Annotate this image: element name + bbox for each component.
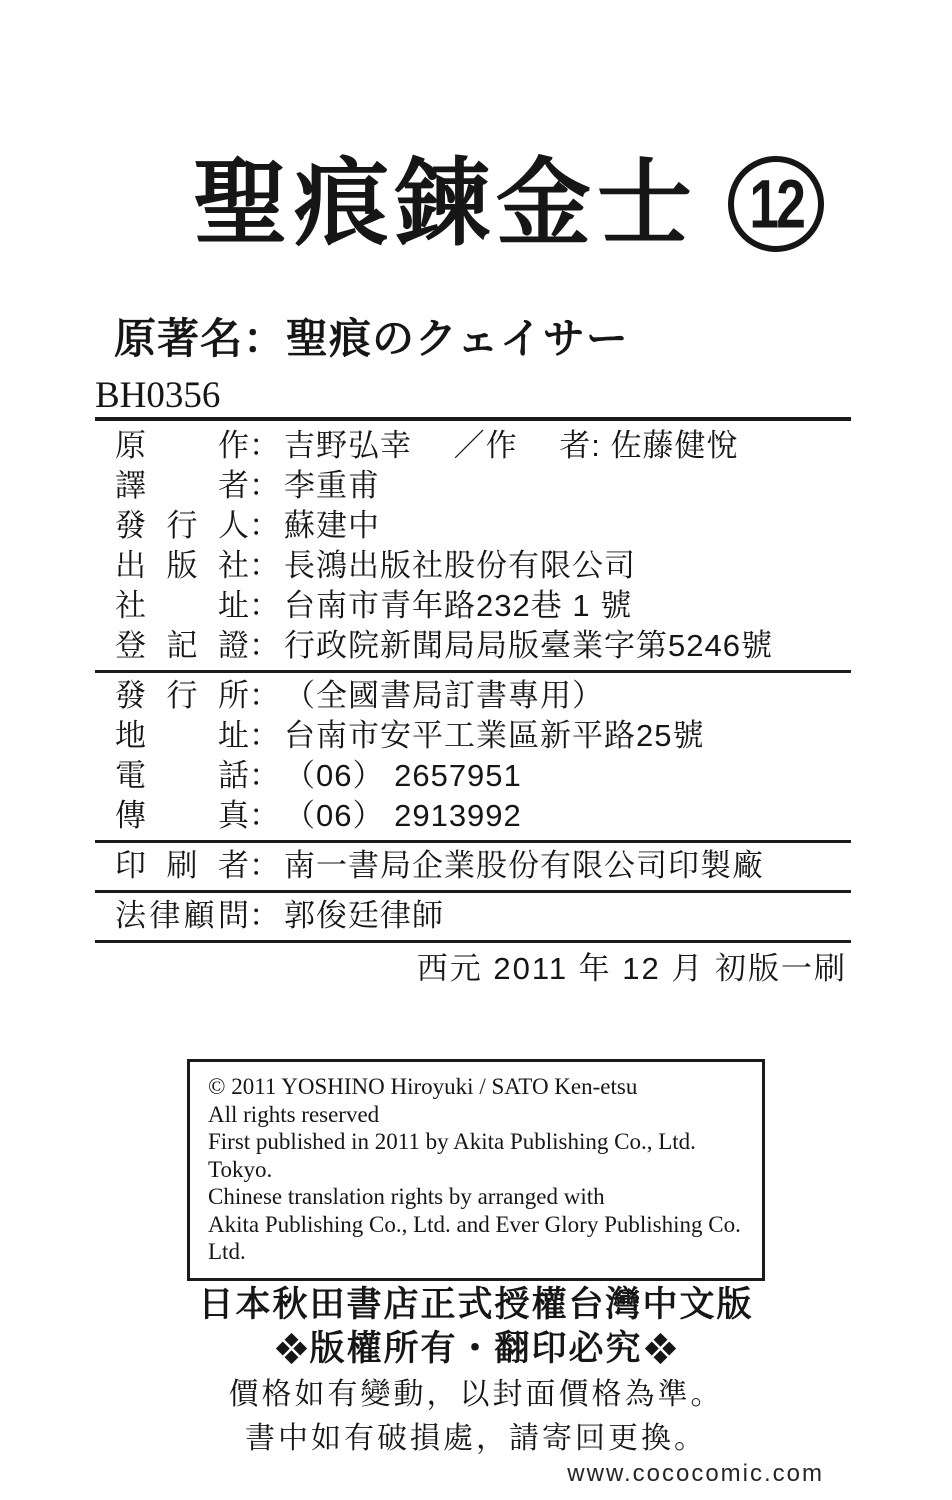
copyright-line: Chinese translation rights by arranged with	[208, 1184, 605, 1209]
row-colon: ：	[249, 588, 280, 623]
row-value: 台南市青年路232巷 1 號	[284, 588, 633, 623]
title-row	[193, 152, 952, 256]
colophon-row	[95, 756, 851, 796]
colophon-row	[95, 426, 851, 466]
row-value: 南一書局企業股份有限公司印製廠	[284, 848, 764, 883]
colophon-section-printer	[95, 843, 851, 893]
row-colon: ：	[249, 468, 280, 503]
row-label: 傳真	[115, 798, 249, 833]
row-value: （全國書局訂書專用）	[284, 678, 604, 713]
row-colon: ：	[249, 758, 280, 793]
colophon-row	[95, 586, 851, 626]
row-value: 郭俊廷律師	[284, 898, 444, 933]
colophon-row	[95, 546, 851, 586]
copyright-box	[187, 1059, 765, 1281]
rights-notice-text: 版權所有・翻印必究	[309, 1328, 643, 1368]
row-colon: ：	[249, 428, 280, 463]
row-label: 原作	[115, 428, 249, 463]
row-colon: ：	[249, 798, 280, 833]
row-label: 譯者	[115, 468, 249, 503]
row-label: 電話	[115, 758, 249, 793]
volume-badge	[728, 156, 824, 252]
row-colon: ：	[249, 848, 280, 883]
original-title: 原著名：聖痕のクェイサー	[114, 315, 629, 362]
copyright-line: © 2011 YOSHINO Hiroyuki / SATO Ken-etsu	[208, 1074, 638, 1099]
colophon-table	[95, 423, 851, 943]
colophon-section-a	[95, 423, 851, 673]
row-label: 法律顧問	[115, 898, 249, 933]
row-colon: ：	[249, 718, 280, 753]
row-colon: ：	[249, 548, 280, 583]
row-colon: ：	[249, 678, 280, 713]
row-value: 蘇建中	[284, 508, 380, 543]
row-label: 發行人	[115, 508, 249, 543]
row-colon: ：	[249, 508, 280, 543]
row-label: 地址	[115, 718, 249, 753]
book-code: BH0356	[95, 378, 851, 421]
colophon-row	[95, 676, 851, 716]
colophon-row	[95, 896, 851, 936]
colophon-row	[95, 716, 851, 756]
volume-number: 12	[749, 165, 803, 243]
row-colon: ：	[249, 628, 280, 663]
copyright-line: Akita Publishing Co., Ltd. and Ever Glory Publishing Co. Ltd.	[208, 1211, 741, 1264]
diamond-icon	[276, 1333, 307, 1364]
book-title: 聖痕鍊金士	[193, 151, 699, 257]
row-value: 長鴻出版社股份有限公司	[284, 548, 636, 583]
price-note: 價格如有變動，以封面價格為準。	[228, 1377, 724, 1411]
row-label: 社址	[115, 588, 249, 623]
edition-date: 西元 2011 年 12 月 初版一刷	[416, 951, 847, 986]
row-value: 行政院新聞局局版臺業字第5246號	[284, 628, 773, 663]
row-value: 吉野弘幸 ／作 者: 佐藤健悅	[284, 428, 739, 463]
colophon-row	[95, 846, 851, 886]
row-label: 出版社	[115, 548, 249, 583]
watermark-url: www.cococomic.com	[567, 1460, 824, 1487]
colophon-section-legal	[95, 893, 851, 943]
colophon-row	[95, 796, 851, 836]
rights-notice-line	[0, 1329, 952, 1369]
authorization-line: 日本秋田書店正式授權台灣中文版	[198, 1284, 754, 1324]
colophon-row	[95, 466, 851, 506]
row-value: 台南市安平工業區新平路25號	[284, 718, 705, 753]
copyright-line: All rights reserved	[208, 1101, 380, 1127]
colophon-section-b	[95, 673, 851, 843]
row-label: 印刷者	[115, 848, 249, 883]
row-value: （06） 2913992	[284, 798, 522, 833]
copyright-line: First published in 2011 by Akita Publishing Co., Ltd. Tokyo.	[208, 1129, 696, 1182]
row-label: 發行所	[115, 678, 249, 713]
row-label: 登記證	[115, 628, 249, 663]
diamond-icon	[644, 1333, 675, 1364]
colophon-row	[95, 626, 851, 666]
row-colon: ：	[249, 898, 280, 933]
row-value: 李重甫	[284, 468, 380, 503]
damage-note: 書中如有破損處，請寄回更換。	[245, 1421, 707, 1455]
colophon-row	[95, 506, 851, 546]
row-value: （06） 2657951	[284, 758, 522, 793]
